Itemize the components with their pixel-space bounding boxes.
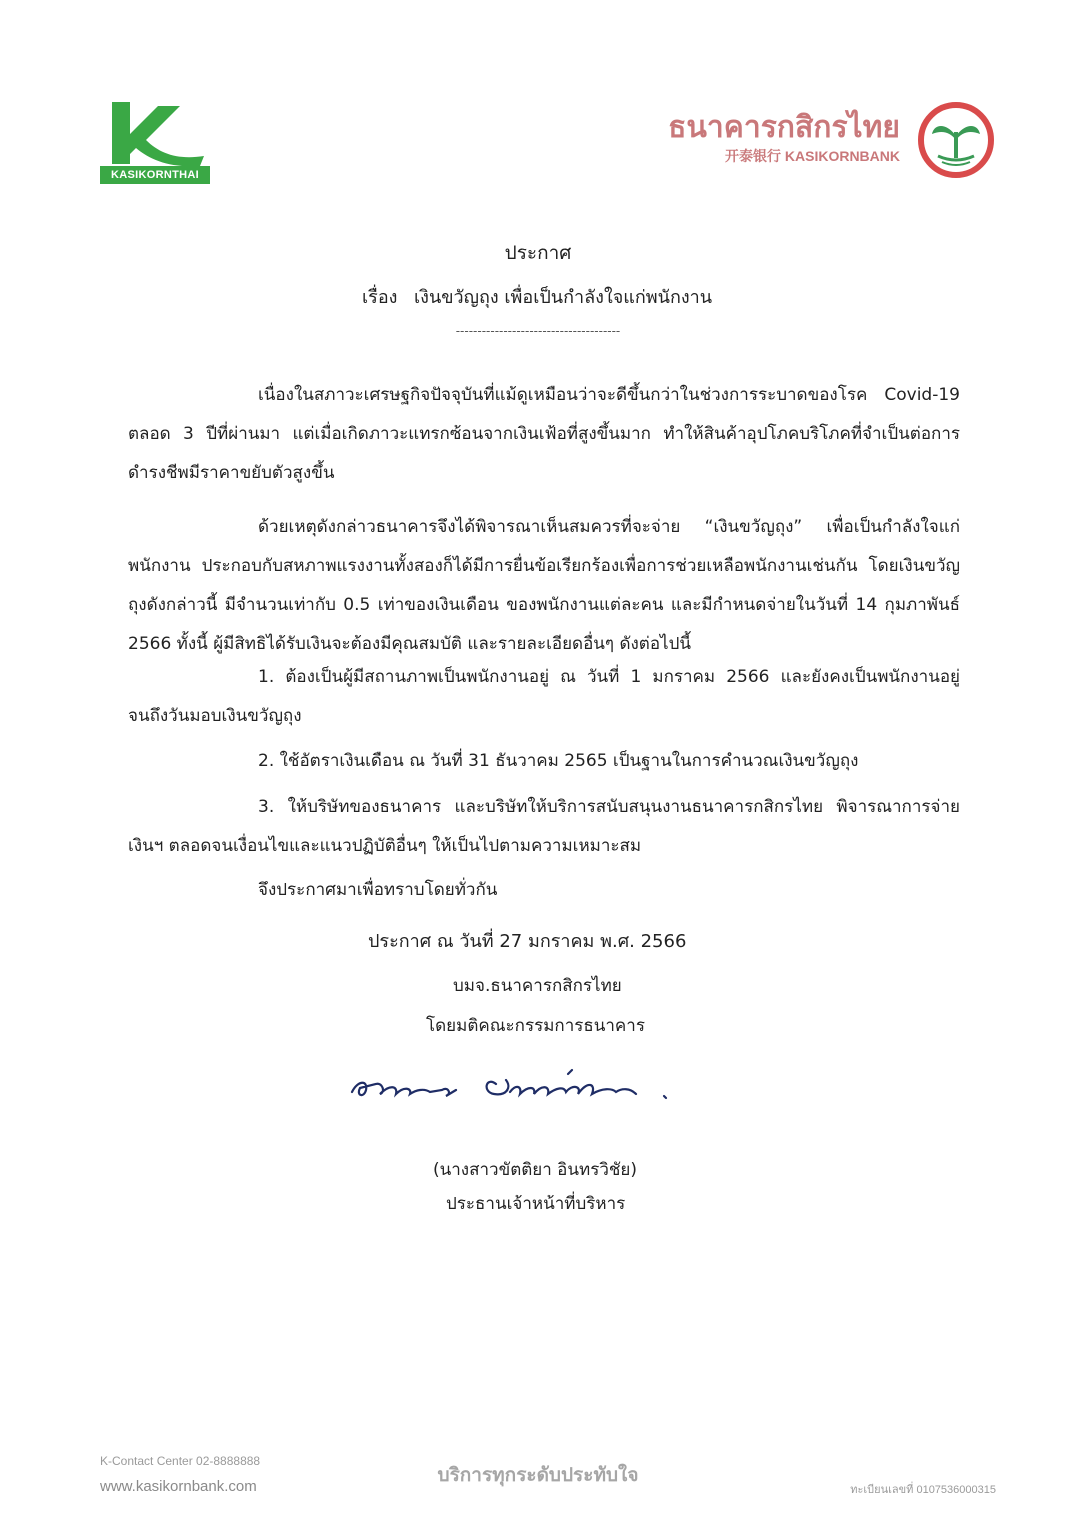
subject-text: เงินขวัญถุง เพื่อเป็นกำลังใจแก่พนักงาน xyxy=(414,287,713,308)
closing-line: จึงประกาศมาเพื่อทราบโดยทั่วกัน xyxy=(258,880,498,900)
website-link[interactable]: www.kasikornbank.com xyxy=(100,1478,257,1495)
subject-label: เรื่อง xyxy=(362,287,398,308)
registration-number: ทะเบียนเลขที่ 0107536000315 xyxy=(850,1484,996,1496)
list-item-3: 3. ให้บริษัทของธนาคาร และบริษัทให้บริการสนับสนุนงานธนาคารกสิกรไทย พิจารณาการจ่ายเงินฯ ตลอดจนเงื่อนไขและแนวปฏิบัติอื่นๆ ให้เป็นไปตามความเหมาะสม xyxy=(128,797,960,856)
signer-title: ประธานเจ้าหน้าที่บริหาร xyxy=(446,1194,626,1214)
list-item-1: 1. ต้องเป็นผู้มีสถานภาพเป็นพนักงานอยู่ ณ วันที่ 1 มกราคม 2566 และยังคงเป็นพนักงานอยู่จนถึงวันมอบเงินขวัญถุง xyxy=(128,667,960,726)
list-item-2: 2. ใช้อัตราเงินเดือน ณ วันที่ 31 ธันวาคม 2565 เป็นฐานในการคำนวณเงินขวัญถุง xyxy=(258,751,859,771)
bank-name-english: 开泰银行 KASIKORNBANK xyxy=(725,148,900,164)
divider: -------------------------------------- xyxy=(455,324,621,338)
kasikornbank-emblem-icon xyxy=(916,100,996,180)
bank-slogan: บริการทุกระดับประทับใจ xyxy=(437,1464,639,1486)
paragraph-1: เนื่องในสภาวะเศรษฐกิจปัจจุบันที่แม้ดูเหมือนว่าจะดีขึ้นกว่าในช่วงการระบาดของโรค Covid-19 ตลอด 3 ปีที่ผ่านมา แต่เมื่อเกิดภาวะแทรกซ้อนจากเงินเฟ้อที่สูงขึ้นมาก ทำให้สินค้าอุปโภคบริโภคที่จำเป็นต่อการดำรงชีพมีราคาขยับตัวสูงขึ้น xyxy=(128,385,960,483)
announcement-title: ประกาศ xyxy=(504,242,572,264)
announcement-date: ประกาศ ณ วันที่ 27 มกราคม พ.ศ. 2566 xyxy=(368,931,687,952)
handwritten-signature xyxy=(346,1062,676,1112)
board-resolution: โดยมติคณะกรรมการธนาคาร xyxy=(426,1016,645,1036)
organization-name: บมจ.ธนาคารกสิกรไทย xyxy=(453,976,622,996)
paragraph-2: ด้วยเหตุดังกล่าวธนาคารจึงได้พิจารณาเห็นสมควรที่จะจ่าย “เงินขวัญถุง” เพื่อเป็นกำลังใจแก่พนักงาน ประกอบกับสหภาพแรงงานทั้งสองก็ได้มีการยื่นข้อเรียกร้องเพื่อการช่วยเหลือพนักงานเช่นกัน โดยเงินขวัญถุงดังกล่าวนี้ มีจำนวนเท่ากับ 0.5 เท่าของเงินเดือน ของพนักงานแต่ละคน และมีกำหนดจ่ายในวันที่ 14 กุมภาพันธ์ 2566 ทั้งนี้ ผู้มีสิทธิได้รับเงินจะต้องมีคุณสมบัติ และรายละเอียดอื่นๆ ดังต่อไปนี้ xyxy=(128,517,960,654)
kasikornthai-logo-text: KASIKORNTHAI xyxy=(100,166,210,184)
signer-name: (นางสาวขัตติยา อินทรวิชัย) xyxy=(433,1160,638,1180)
contact-center: K-Contact Center 02-8888888 xyxy=(100,1454,261,1468)
bank-name-thai: ธนาคารกสิกรไทย xyxy=(668,110,900,145)
